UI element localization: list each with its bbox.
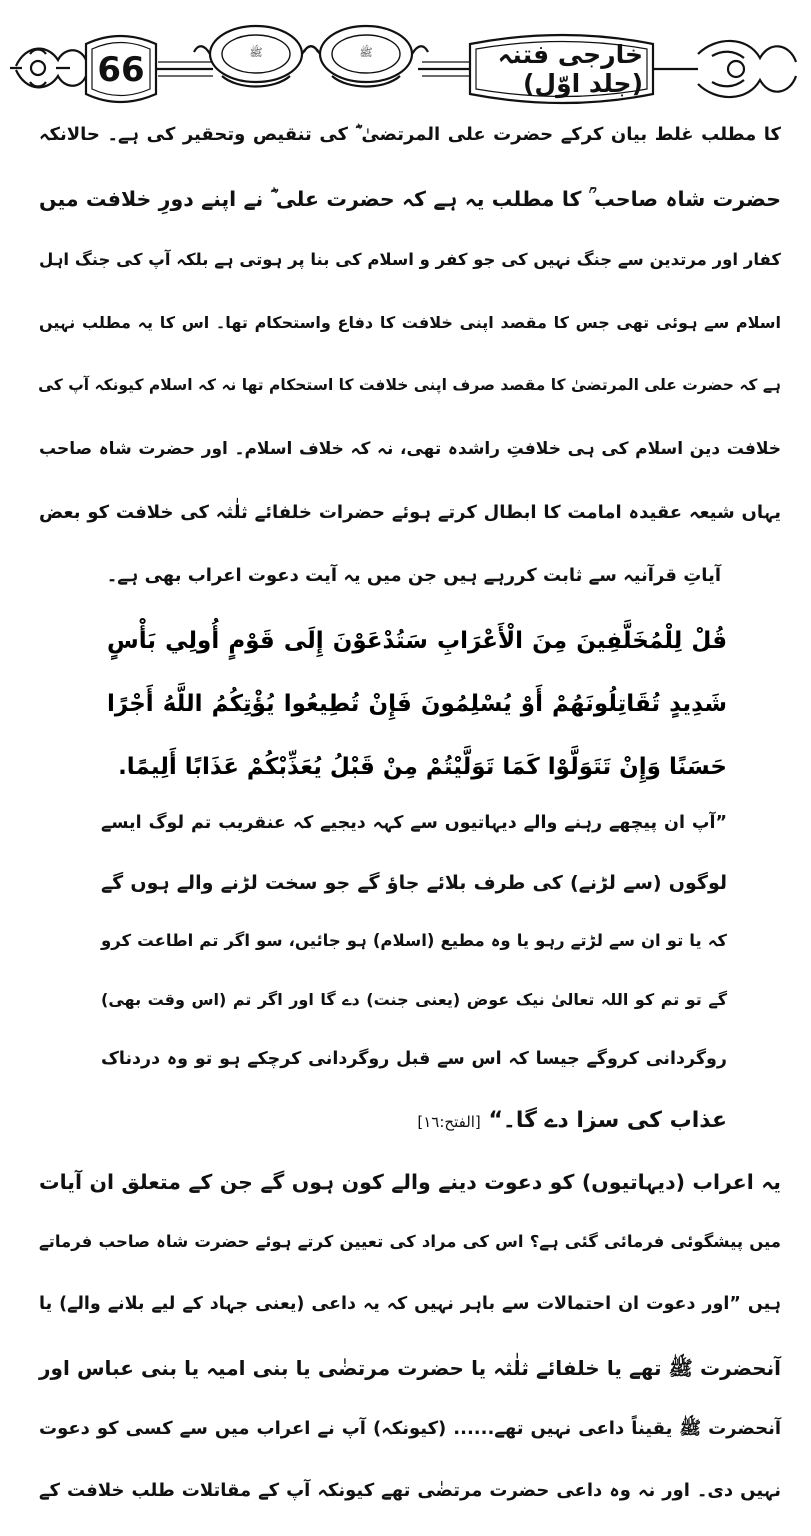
translation-line: ”آپ ان پیچھے رہنے والے دیہاتیوں سے کہہ دیجیے کہ عنقریب تم لوگ ایسے: [101, 813, 727, 833]
paragraph-line: ہے کہ حضرت علی المرتضیٰ کا مقصد صرف اپنی خلافت کا استحکام تھا نہ کہ اسلام کیونکہ آپ کی: [38, 376, 781, 394]
verse-line: حَسَنًا وَإِنْ تَتَوَلَّوْا كَمَا تَوَلَّيْتُمْ مِنْ قَبْلُ يُعَذِّبْكُمْ عَذَابًا أَلِيمًا.: [118, 754, 727, 780]
translation-line: کہ یا تو ان سے لڑتے رہو یا وہ مطیع (اسلام) ہو جائیں، سو اگر تم اطاعت کرو: [101, 931, 727, 950]
paragraph-line: یہ اعراب (دیہاتیوں) کو دعوت دینے والے کون ہوں گے جن کے متعلق ان آیات: [39, 1170, 781, 1194]
paragraph-line: میں پیشگوئی فرمائی گئی ہے؟ اس کی مراد کی تعیین کرتے ہوئے حضرت شاہ صاحب فرماتے: [39, 1232, 781, 1251]
paragraph-line: نہیں دی۔ اور نہ وہ داعی حضرت مرتضٰی تھے کیونکہ آپ کے مقاتلات طلب خلافت کے: [39, 1480, 781, 1501]
paragraph-line: کا مطلب غلط بیان کرکے حضرت علی المرتضیٰ ؓ کی تنقیص وتحقیر کی ہے۔ حالانکہ: [39, 124, 781, 145]
verse-line: قُلْ لِلْمُخَلَّفِينَ مِنَ الْأَعْرَابِ سَتُدْعَوْنَ إِلَى قَوْمٍ أُولِي بَأْسٍ: [107, 628, 727, 654]
header-medallion-right: ﷺ: [359, 46, 373, 59]
paragraph-line: حضرت شاہ صاحب ؒ کا مطلب یہ ہے کہ حضرت علی ؓ نے اپنے دورِ خلافت میں: [39, 187, 781, 211]
translation-line: روگردانی کروگے جیسا کہ اس سے قبل روگردانی کرچکے ہو تو وہ دردناک: [101, 1049, 727, 1069]
paragraph-line: آنحضرت ﷺ یقیناً داعی نہیں تھے...... (کیونکہ) آپ نے اعراب میں سے کسی کو دعوت: [39, 1418, 781, 1439]
translation-line: لوگوں (سے لڑنے) کی طرف بلائے جاؤ گے جو سخت لڑنے والے ہوں گے: [101, 872, 727, 894]
paragraph-line: آیاتِ قرآنیہ سے ثابت کررہے ہیں جن میں یہ آیت دعوت اعراب بھی ہے۔: [106, 565, 721, 586]
book-title: خارجی فتنہ (جلد اوّل): [497, 40, 643, 98]
paragraph-line: اسلام سے ہوئی تھی جس کا مقصد اپنی خلافت کا دفاع واستحکام تھا۔ اس کا یہ مطلب نہیں: [39, 313, 781, 332]
translation-line: گے تو تم کو اللہ تعالیٰ نیک عوض (یعنی جنت) دے گا اور اگر تم (اس وقت بھی): [101, 990, 727, 1009]
verse-line: شَدِيدٍ تُقَاتِلُونَهُمْ أَوْ يُسْلِمُونَ فَإِنْ تُطِيعُوا يُؤْتِكُمُ اللَّهُ أَجْرًا: [107, 691, 727, 717]
page-number: 66: [97, 50, 145, 90]
paragraph-line: ہیں ”اور دعوت ان احتمالات سے باہر نہیں کہ یہ داعی (یعنی جہاد کے لیے بلانے والے) یا: [39, 1294, 781, 1314]
header-medallion-left: ﷺ: [249, 46, 263, 59]
paragraph-line: آنحضرت ﷺ تھے یا خلفائے ثلٰثہ یا حضرت مرتضٰی یا بنی امیہ یا بنی عباس اور: [39, 1356, 781, 1380]
translation-line: [101, 1110, 727, 1132]
verse-reference: [الفتح:١٦]: [417, 1113, 481, 1131]
paragraph-line: خلافت دین اسلام کی ہی خلافتِ راشدہ تھی، نہ کہ خلاف اسلام۔ اور حضرت شاہ صاحب: [39, 439, 781, 459]
paragraph-line: یہاں شیعہ عقیدہ امامت کا ابطال کرتے ہوئے حضرات خلفائے ثلٰثہ کی خلافت کو بعض: [39, 502, 781, 523]
page-header: [8, 14, 803, 109]
paragraph-line: کفار اور مرتدین سے جنگ نہیں کی جو کفر و اسلام کی بنا پر ہوتی ہے بلکہ آپ کی جنگ اہل: [39, 250, 781, 269]
translation-end: عذاب کی سزا دے گا۔“: [488, 1108, 727, 1133]
